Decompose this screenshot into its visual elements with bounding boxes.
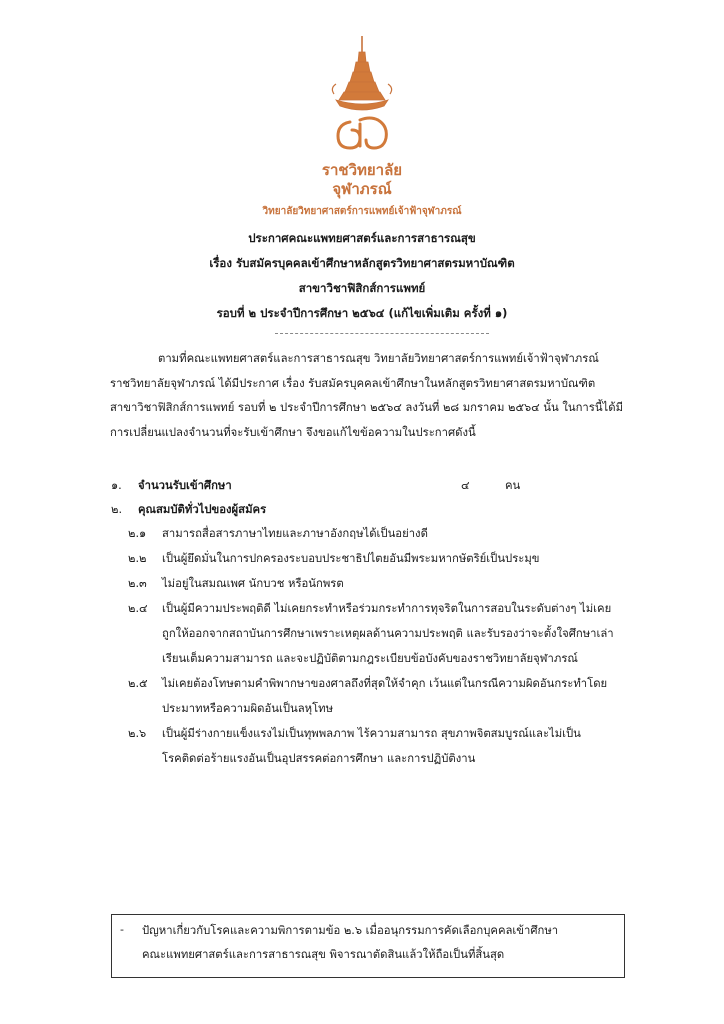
intro-line: ตามที่คณะแพทยศาสตร์และการสาธารณสุข วิทยาลัยวิทยาศาสตร์การแพทย์เจ้าฟ้าจุฬาภรณ์ — [158, 352, 599, 365]
section-number: ๑. — [111, 479, 122, 492]
announcement-program: สาขาวิชาฟิสิกส์การแพทย์ — [298, 281, 426, 295]
intro-paragraph — [110, 347, 666, 445]
item-number: ๒.๒ — [128, 552, 147, 565]
note-box — [111, 914, 625, 978]
intro-line: สาขาวิชาฟิสิกส์การแพทย์ รอบที่ ๒ ประจำปีการศึกษา ๒๕๖๔ ลงวันที่ ๒๘ มกราคม ๒๕๖๔ นั้น ในการนี้ได้มี — [110, 401, 624, 414]
section-number: ๒. — [111, 503, 123, 516]
institution-name-line2: จุฬาภรณ์ — [332, 180, 392, 198]
item-number: ๒.๖ — [128, 727, 147, 740]
item-text: เป็นผู้มีร่างกายแข็งแรงไม่เป็นทุพพลภาพ ไร้ความสามารถ สุขภาพจิตสมบูรณ์และไม่เป็น — [162, 727, 581, 740]
intro-line: ราชวิทยาลัยจุฬาภรณ์ ได้มีประกาศ เรื่อง รับสมัครบุคคลเข้าศึกษาในหลักสูตรวิทยาศาสตรมหาบัณฑิต — [110, 376, 596, 390]
institution-name: ราชวิทยาลัย — [321, 161, 403, 179]
item-text: สามารถสื่อสารภาษาไทยและภาษาอังกฤษได้เป็นอย่างดี — [162, 527, 428, 540]
section-label: คุณสมบัติทั่วไปของผู้สมัคร — [138, 503, 267, 516]
college-name: วิทยาลัยวิทยาศาสตร์การแพทย์เจ้าฟ้าจุฬาภรณ์ — [262, 206, 462, 217]
announcement-round: รอบที่ ๒ ประจำปีการศึกษา ๒๕๖๔ (แก้ไขเพิ่มเติม ครั้งที่ ๑) — [216, 306, 508, 320]
item-number: ๒.๕ — [128, 677, 148, 690]
item-text: ถูกให้ออกจากสถาบันการศึกษาเพราะเหตุผลด้านความประพฤติ และรับรองว่าจะตั้งใจศึกษาเล่า — [162, 627, 614, 640]
item-text: เป็นผู้มีความประพฤติดี ไม่เคยกระทำหรือร่วมกระทำการทุจริตในการสอบในระดับต่างๆ ไม่เคย — [162, 602, 612, 615]
note-text: ปัญหาเกี่ยวกับโรคและความพิการตามข้อ ๒.๖ เมื่ออนุกรรมการคัดเลือกบุคคลเข้าศึกษา — [142, 924, 559, 937]
item-text: เป็นผู้ยึดมั่นในการปกครองระบอบประชาธิปไตยอันมีพระมหากษัตริย์เป็นประมุข — [162, 552, 540, 565]
intro-line: การเปลี่ยนแปลงจำนวนที่จะรับเข้าศึกษา จึงขอแก้ไขข้อความในประกาศดังนี้ — [110, 425, 476, 439]
section-label: จำนวนรับเข้าศึกษา — [138, 479, 232, 492]
item-number: ๒.๓ — [128, 577, 147, 590]
item-text: ประมาทหรือความผิดอันเป็นลหุโทษ — [162, 702, 334, 715]
divider — [275, 333, 489, 334]
item-text: ไม่อยู่ในสมณเพศ นักบวช หรือนักพรต — [162, 577, 344, 590]
announcement-subject: เรื่อง รับสมัครบุคคลเข้าศึกษาหลักสูตรวิทยาศาสตรมหาบัณฑิต — [209, 256, 515, 270]
item-text: เรียนเต็มความสามารถ และจะปฏิบัติตามกฎระเบียบข้อบังคับของราชวิทยาลัยจุฬาภรณ์ — [162, 652, 578, 665]
note-text: คณะแพทยศาสตร์และการสาธารณสุข พิจารณาตัดสินแล้วให้ถือเป็นที่สิ้นสุด — [142, 948, 505, 961]
royal-crest-logo — [322, 34, 402, 156]
enrollment-count: ๔ — [461, 479, 470, 492]
item-text: โรคติดต่อร้ายแรงอันเป็นอุปสรรคต่อการศึกษา และการปฏิบัติงาน — [162, 752, 476, 765]
item-number: ๒.๑ — [128, 527, 147, 540]
note-bullet: - — [120, 923, 124, 936]
enrollment-unit: คน — [505, 479, 521, 492]
item-text: ไม่เคยต้องโทษตามคำพิพากษาของศาลถึงที่สุดให้จำคุก เว้นแต่ในกรณีความผิดอันกระทำโดย — [162, 677, 608, 690]
item-number: ๒.๔ — [128, 602, 148, 615]
announcement-title: ประกาศคณะแพทยศาสตร์และการสาธารณสุข — [248, 231, 476, 245]
